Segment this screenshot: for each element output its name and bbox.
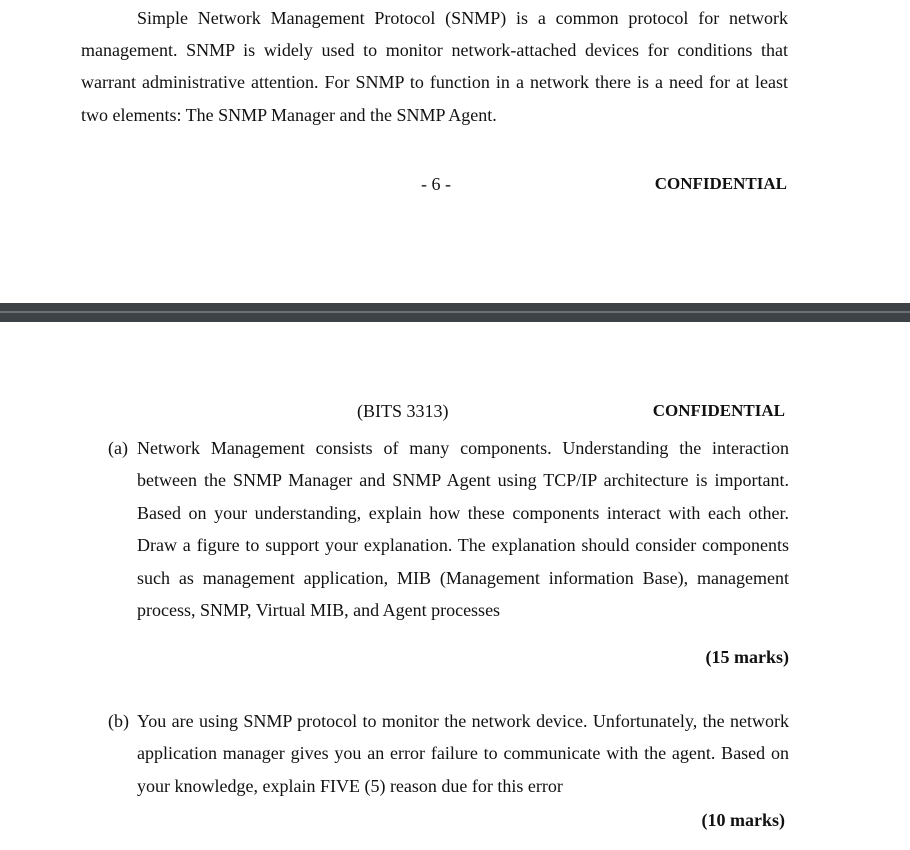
document-page-7 <box>0 322 910 850</box>
confidential-footer: CONFIDENTIAL <box>654 174 787 193</box>
question-b-text: You are using SNMP protocol to monitor the network device. Unfortunately, the network application manager gives you an error failure to communicate with the agent. Based on your knowledge, explain FIVE (5) reason due for this error <box>137 711 789 796</box>
question-a-marks: (15 marks) <box>705 647 789 667</box>
question-a-label: (a) <box>108 438 128 458</box>
intro-paragraph: Simple Network Management Protocol (SNMP) is a common protocol for network management. SNMP is widely used to monitor network-attached devices for conditions that warrant administrative attention. For SNMP to function in a network there is a need for at least two elements: The SNMP Manager and the SNMP Agent. <box>81 8 788 125</box>
question-b-label: (b) <box>108 711 129 731</box>
question-b-marks: (10 marks) <box>701 810 785 830</box>
document-page-6 <box>0 0 910 303</box>
page-number-footer: - 6 - <box>421 174 451 194</box>
question-b <box>108 705 789 802</box>
question-a-text: Network Management consists of many components. Understanding the interaction between the SNMP Manager and SNMP Agent using TCP/IP architecture is important. Based on your understanding, explain how these components interact with each other. Draw a figure to support your explanation. The explanation should consider components such as management application, MIB (Management information Base), management process, SNMP, Virtual MIB, and Agent processes <box>137 438 789 621</box>
question-a <box>108 432 789 626</box>
course-code-header: (BITS 3313) <box>357 401 449 421</box>
page-separator <box>0 303 910 322</box>
confidential-header: CONFIDENTIAL <box>652 401 785 420</box>
page-separator-line <box>0 311 910 313</box>
